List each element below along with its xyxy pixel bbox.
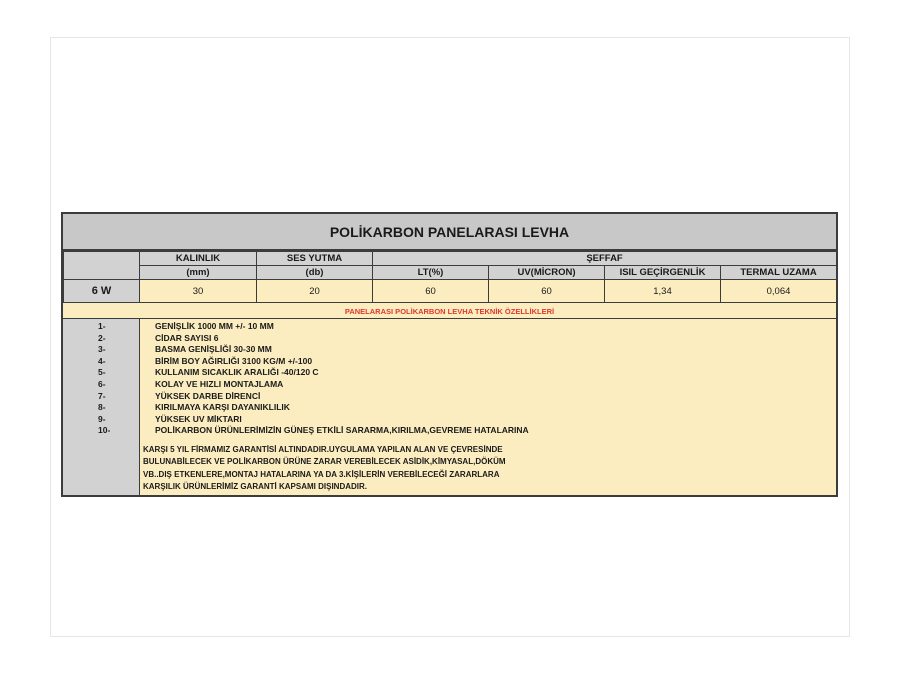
list-item xyxy=(63,321,836,333)
value-isil: 1,34 xyxy=(605,280,721,303)
header-ses-yutma-unit: (db) xyxy=(257,266,373,280)
header-kalinlik: KALINLIK xyxy=(140,252,257,266)
header-row-1 xyxy=(64,252,837,266)
value-lt: 60 xyxy=(373,280,489,303)
item-number: 4- xyxy=(98,355,106,366)
header-uv: UV(MİCRON) xyxy=(489,266,605,280)
item-number: 1- xyxy=(98,321,106,331)
value-uv: 60 xyxy=(489,280,605,303)
item-number: 10- xyxy=(98,425,111,436)
item-text: GENİŞLİK 1000 MM +/- 10 MM xyxy=(155,321,274,331)
item-text: YÜKSEK DARBE DİRENCİ xyxy=(155,390,261,401)
item-number: 6- xyxy=(98,378,106,389)
item-text: CİDAR SAYISI 6 xyxy=(155,332,219,343)
item-text: KIRILMAYA KARŞI DAYANIKLILIK xyxy=(155,402,290,413)
item-text: KULLANIM SICAKLIK ARALIĞI -40/120 C xyxy=(155,367,319,378)
list-item xyxy=(63,402,836,414)
spec-table xyxy=(63,251,837,303)
diagonal-header-cell xyxy=(64,252,140,280)
item-number: 9- xyxy=(98,413,106,424)
item-number: 3- xyxy=(98,344,106,355)
item-text: YÜKSEK UV MİKTARI xyxy=(155,413,242,424)
value-kalinlik: 30 xyxy=(140,280,257,303)
list-item xyxy=(63,367,836,379)
header-termal: TERMAL UZAMA xyxy=(721,266,837,280)
item-text: BİRİM BOY AĞIRLIĞI 3100 KG/M +/-100 xyxy=(155,355,313,366)
header-row-2 xyxy=(64,266,837,280)
item-number: 8- xyxy=(98,402,106,413)
header-isil: ISIL GEÇİRGENLİK xyxy=(605,266,721,280)
sheet-title: POLİKARBON PANELARASI LEVHA xyxy=(63,214,836,251)
list-item xyxy=(63,333,836,345)
header-lt: LT(%) xyxy=(373,266,489,280)
model-cell: 6 W xyxy=(64,280,140,303)
list-item xyxy=(63,391,836,403)
item-number: 7- xyxy=(98,390,106,401)
item-text: BASMA GENİŞLİĞİ 30-30 MM xyxy=(155,344,272,355)
value-ses-yutma: 20 xyxy=(257,280,373,303)
list-item xyxy=(63,425,836,437)
spec-sheet xyxy=(61,212,838,497)
header-kalinlik-unit: (mm) xyxy=(140,266,257,280)
list-item xyxy=(63,414,836,426)
section-title: PANELARASI POLİKARBON LEVHA TEKNİK ÖZELLİKLERİ xyxy=(63,306,836,319)
header-seffaf: ŞEFFAF xyxy=(373,252,837,266)
list-item xyxy=(63,379,836,391)
table-row xyxy=(64,280,837,303)
item-number: 2- xyxy=(98,332,106,343)
list-item xyxy=(63,344,836,356)
feature-list xyxy=(63,321,836,437)
item-number: 5- xyxy=(98,367,106,378)
warranty-note: KARŞI 5 YIL FİRMAMIZ GARANTİSİ ALTINDADIR.UYGULAMA YAPILAN ALAN VE ÇEVRESİNDE BULUNABİLECEK VE POLİKARBON ÜRÜNE ZARAR VEREBİLECEK ASİDİK,KİMYASAL,DÖKÜM VB..DIŞ ETKENLERE,MONTAJ HATALARINA YA DA 3.KİŞİLERİN VEREBİLECEĞİ ZARARLARA KARŞILIK ÜRÜNLERİMİZ GARANTİ KAPSAMI DIŞINDADIR. xyxy=(143,445,506,492)
item-text: KOLAY VE HIZLI MONTAJLAMA xyxy=(155,378,284,389)
item-text: POLİKARBON ÜRÜNLERİMİZİN GÜNEŞ ETKİLİ SARARMA,KIRILMA,GEVREME HATALARINA xyxy=(155,425,529,436)
value-termal: 0,064 xyxy=(721,280,837,303)
header-ses-yutma: SES YUTMA xyxy=(257,252,373,266)
list-item xyxy=(63,356,836,368)
